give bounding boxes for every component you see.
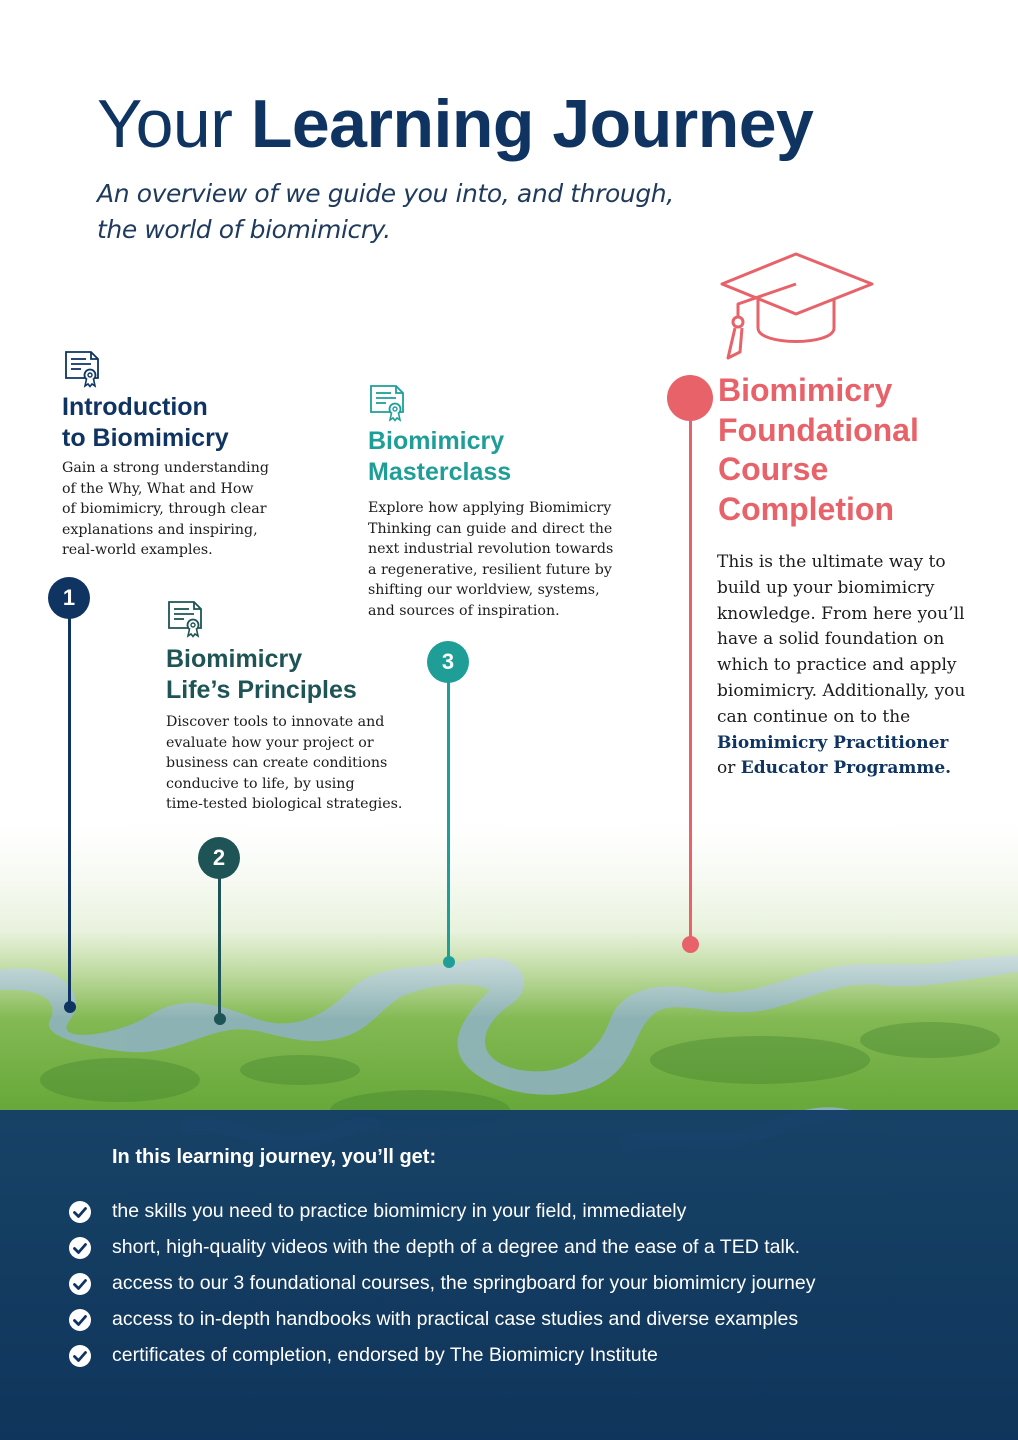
benefits-heading: In this learning journey, you’ll get: xyxy=(112,1146,437,1168)
benefits-list xyxy=(68,1196,815,1376)
practitioner-programme-link: Biomimicry Practitioner xyxy=(717,732,949,753)
stage-3-title: Biomimicry Masterclass xyxy=(368,427,512,486)
stage-1-end-dot xyxy=(64,1001,76,1013)
stage-2-icon xyxy=(166,598,206,638)
certificate-icon xyxy=(368,382,408,422)
stage-1-icon xyxy=(63,348,103,388)
completion-title: Biomimicry Foundational Course Completion xyxy=(718,372,919,527)
stage-3-line xyxy=(447,673,450,961)
page-title: Your Learning Journey xyxy=(97,86,814,162)
stage-3-icon xyxy=(368,382,408,422)
completion-description: This is the ultimate way to build up your biomimicry knowledge. From here you’ll have a solid foundation on which to practice and apply biomimicry. Additionally, you can continue on to the Biomimicry Practitioner or Educator Programme. xyxy=(717,552,966,779)
list-item: short, high-quality videos with the depth of a degree and the ease of a TED talk. xyxy=(68,1232,815,1268)
stage-2-end-dot xyxy=(214,1013,226,1025)
list-item: access to our 3 foundational courses, the springboard for your biomimicry journey xyxy=(68,1268,815,1304)
educator-programme-link: Educator Programme. xyxy=(740,758,952,779)
completion-end-dot xyxy=(682,936,699,953)
stage-1-line xyxy=(68,610,71,1006)
page-subtitle: An overview of we guide you into, and through, the world of biomimicry. xyxy=(97,179,674,244)
completion-line xyxy=(689,418,692,944)
stage-1-title: Introduction to Biomimicry xyxy=(62,393,229,452)
stage-3-marker: 3 xyxy=(427,641,469,683)
check-circle-icon xyxy=(68,1344,92,1368)
certificate-icon xyxy=(63,348,103,388)
list-item: access to in-depth handbooks with practical case studies and diverse examples xyxy=(68,1304,815,1340)
list-item: the skills you need to practice biomimicry in your field, immediately xyxy=(68,1196,815,1232)
stage-1-marker: 1 xyxy=(48,577,90,619)
list-item: certificates of completion, endorsed by The Biomimicry Institute xyxy=(68,1340,815,1376)
stage-2-description: Discover tools to innovate and evaluate how your project or business can create conditions conducive to life, by using time-tested biological strategies. xyxy=(166,714,403,812)
stage-2-marker: 2 xyxy=(198,837,240,879)
graduation-cap-icon xyxy=(718,248,878,366)
check-circle-icon xyxy=(68,1200,92,1224)
certificate-icon xyxy=(166,598,206,638)
check-circle-icon xyxy=(68,1308,92,1332)
stage-1-description: Gain a strong understanding of the Why, What and How of biomimicry, through clear explanations and inspiring, real-world examples. xyxy=(62,460,269,558)
stage-2-title: Biomimicry Life’s Principles xyxy=(166,645,357,704)
stage-3-description: Explore how applying Biomimicry Thinking can guide and direct the next industrial revolution towards a regenerative, resilient future by shifting our worldview, systems, and sources of inspiration. xyxy=(368,500,614,619)
stage-3-end-dot xyxy=(443,956,455,968)
completion-marker xyxy=(667,375,713,421)
stage-2-line xyxy=(218,870,221,1018)
check-circle-icon xyxy=(68,1272,92,1296)
check-circle-icon xyxy=(68,1236,92,1260)
